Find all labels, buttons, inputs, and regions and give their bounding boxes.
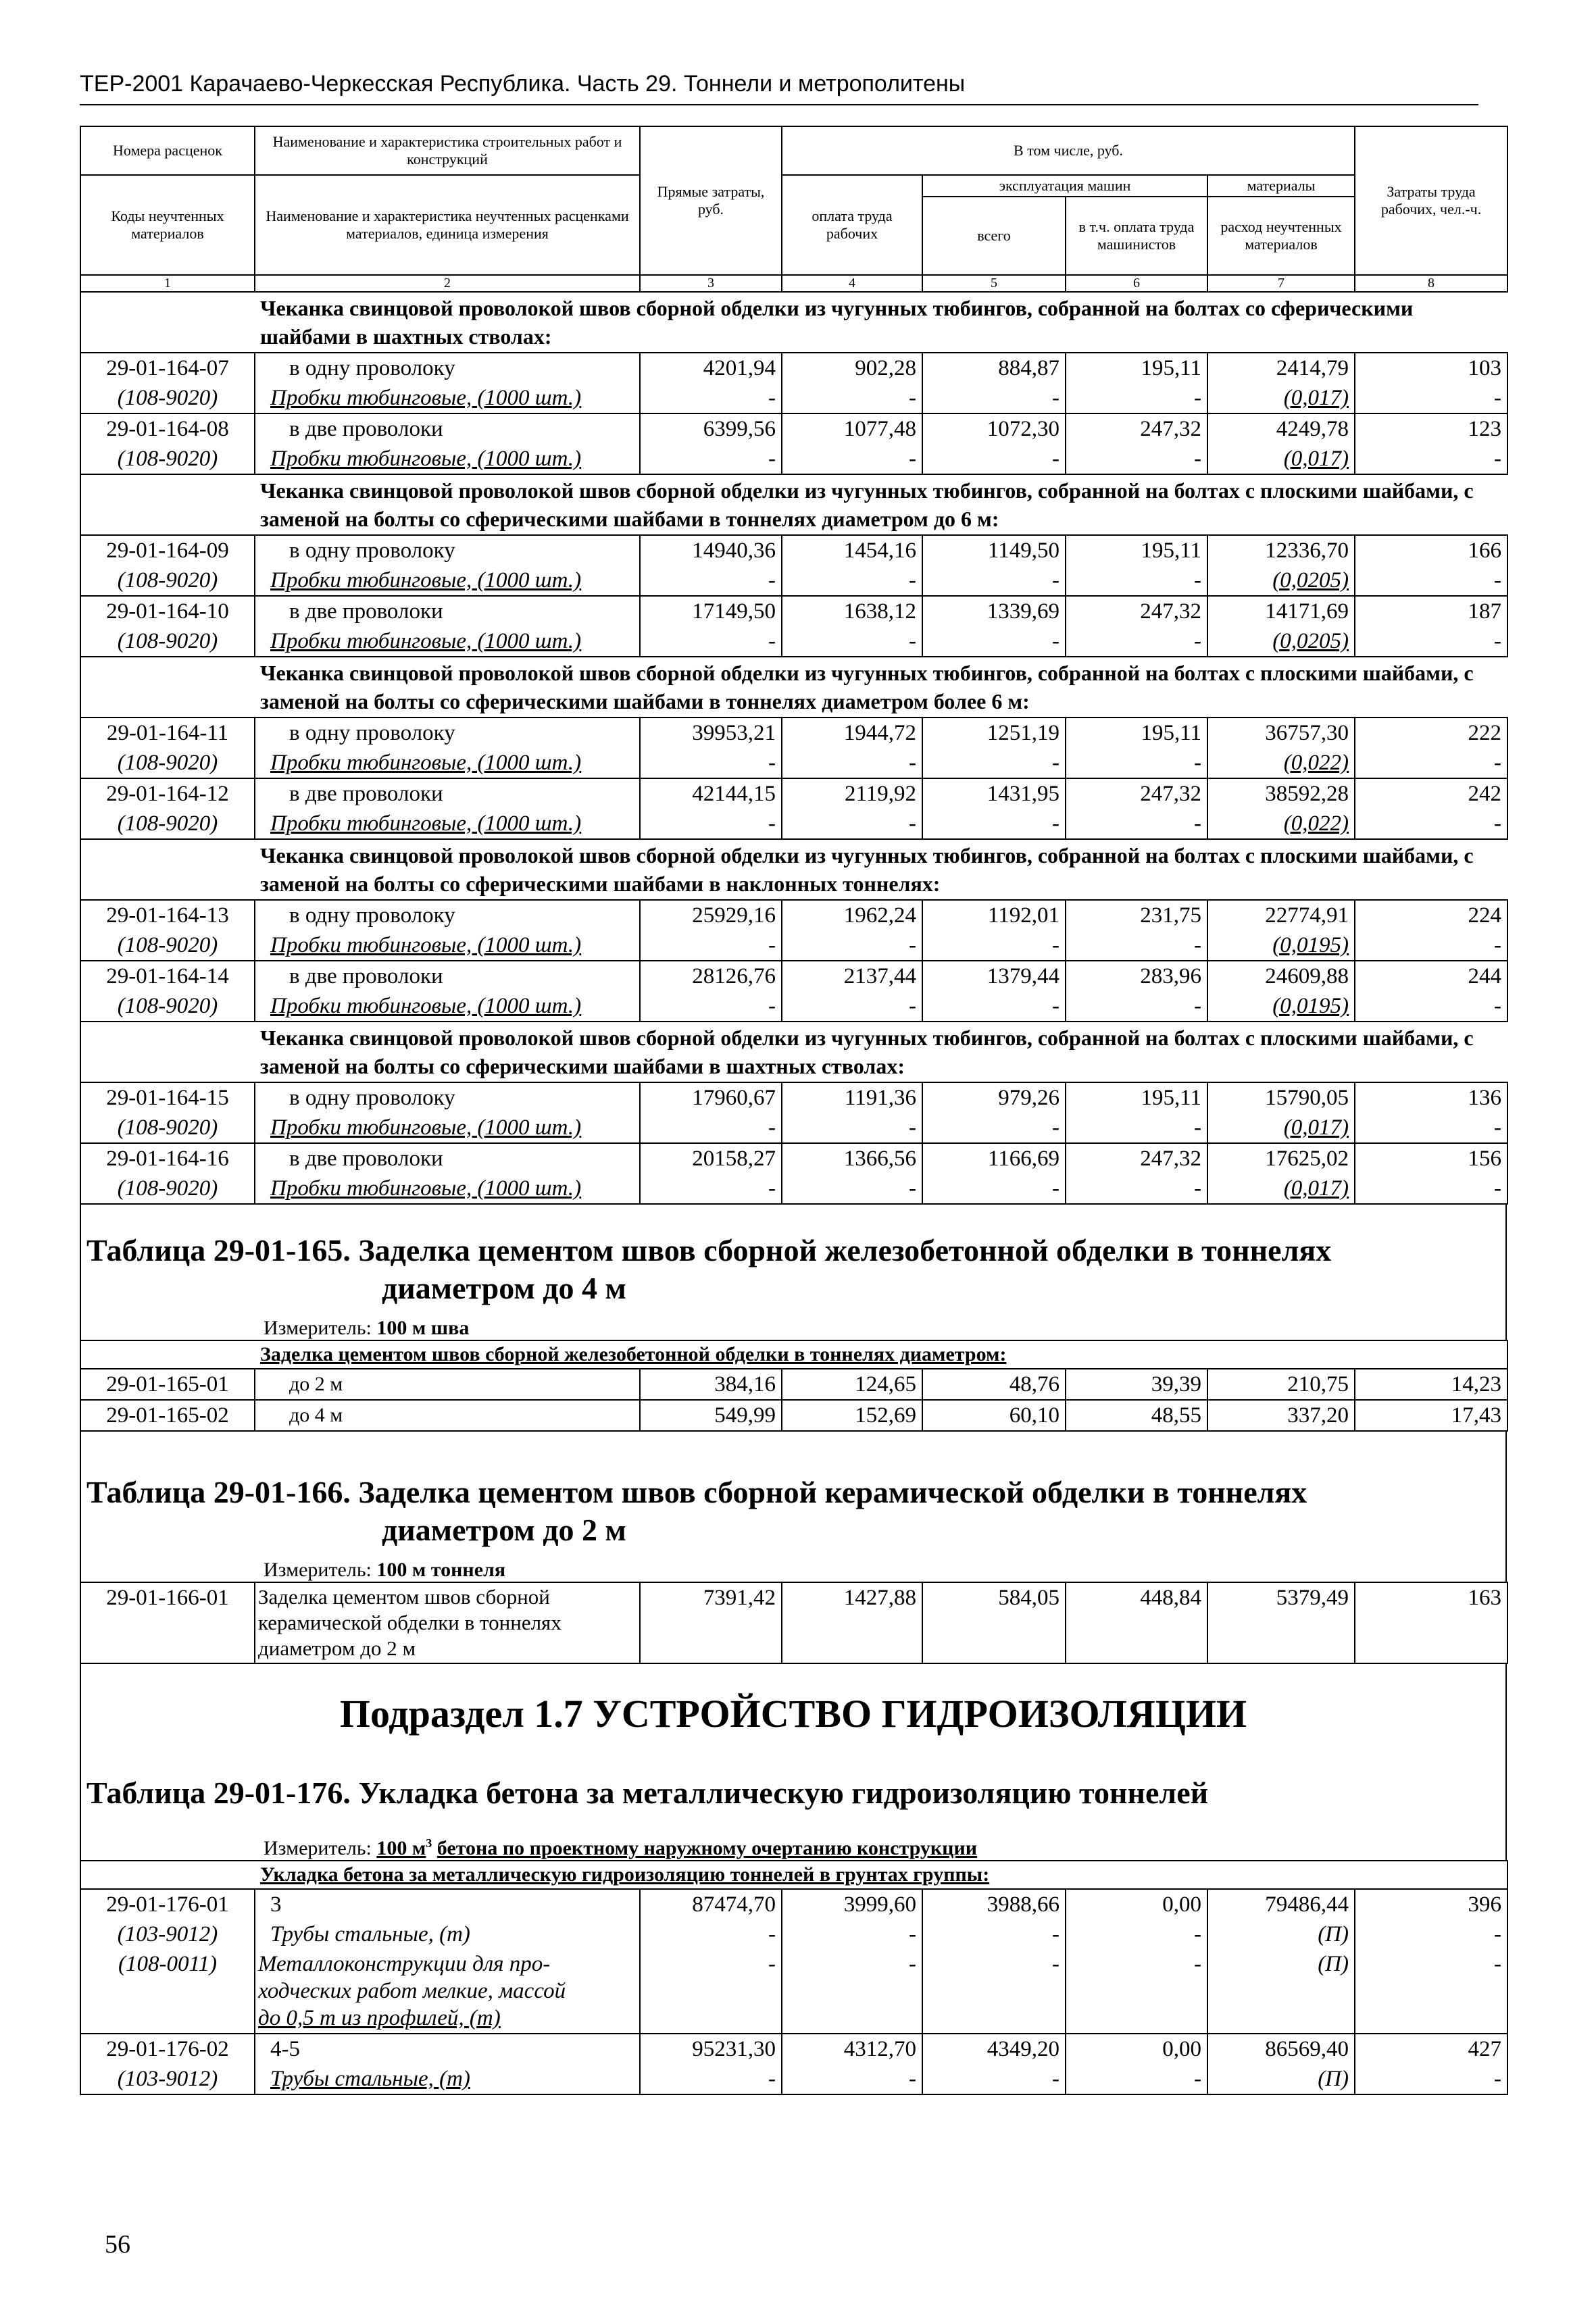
cell: (0,017) (1207, 444, 1355, 474)
cell: 5379,49 (1207, 1582, 1355, 1663)
material-name: Пробки тюбинговые, (1000 шт.) (255, 444, 640, 474)
cell: 7391,42 (640, 1582, 782, 1663)
cell: 1072,30 (922, 413, 1066, 444)
cell: - (782, 991, 922, 1022)
cell: - (1066, 1949, 1207, 2034)
cell: 123 (1355, 413, 1507, 444)
table-165 (80, 1340, 1508, 1432)
cell: - (782, 2064, 922, 2094)
cell: - (782, 930, 922, 961)
group-title: Чеканка свинцовой проволокой швов сборной обделки из чугунных тюбингов, собранной на болтах с плоскими шайбами, с заменой на болты со сферическими шайбами в тоннелях диаметром до 6 м: (255, 474, 1507, 535)
group-title: Чеканка свинцовой проволокой швов сборной обделки из чугунных тюбингов, собранной на болтах с плоскими шайбами, с заменой на болты со сферическими шайбами в тоннелях диаметром более 6 м: (255, 657, 1507, 718)
table-row-name: до 4 м (255, 1400, 640, 1431)
cell: 1339,69 (922, 596, 1066, 626)
cell: 396 (1355, 1889, 1507, 1919)
cell: (П) (1207, 2064, 1355, 2094)
table-row-name: в одну проволоку (255, 535, 640, 565)
group-title: Чеканка свинцовой проволокой швов сборной обделки из чугунных тюбингов, собранной на болтах с плоскими шайбами, с заменой на болты со сферическими шайбами в наклонных тоннелях: (255, 839, 1507, 900)
cell: - (782, 565, 922, 596)
cell: 222 (1355, 718, 1507, 748)
group-title: Чеканка свинцовой проволокой швов сборной обделки из чугунных тюбингов, собранной на болтах со сферическими шайбами в шахтных стволах: (255, 292, 1507, 353)
cell: - (922, 748, 1066, 778)
material-name: Пробки тюбинговые, (1000 шт.) (255, 930, 640, 961)
cell: 337,20 (1207, 1400, 1355, 1431)
cell: 14940,36 (640, 535, 782, 565)
cell: - (640, 991, 782, 1022)
cell: (0,017) (1207, 1113, 1355, 1143)
page (80, 71, 1505, 2095)
col-num: 8 (1355, 275, 1507, 292)
cell: 20158,27 (640, 1143, 782, 1174)
cell: 1454,16 (782, 535, 922, 565)
cell: 86569,40 (1207, 2034, 1355, 2064)
cell: 2119,92 (782, 778, 922, 809)
material-name: Пробки тюбинговые, (1000 шт.) (255, 991, 640, 1022)
cell: - (1066, 991, 1207, 1022)
cell: (0,0195) (1207, 930, 1355, 961)
cell: 427 (1355, 2034, 1507, 2064)
material-name: Пробки тюбинговые, (1000 шт.) (255, 1174, 640, 1204)
cell: - (640, 809, 782, 839)
cell: 12336,70 (1207, 535, 1355, 565)
material-code: (108-9020) (80, 809, 255, 839)
cell: 103 (1355, 353, 1507, 383)
cell: 884,87 (922, 353, 1066, 383)
running-header: ТЕР-2001 Карачаево-Черкесская Республика. Часть 29. Тоннели и метрополитены (80, 71, 1478, 105)
col-header-name: Наименование и характеристика строительных работ и конструкций (255, 126, 640, 175)
cell: 224 (1355, 900, 1507, 930)
table-row-code: 29-01-176-02 (80, 2034, 255, 2064)
cell: 87474,70 (640, 1889, 782, 1919)
cell: 247,32 (1066, 1143, 1207, 1174)
table-row-name: в две проволоки (255, 961, 640, 991)
cell: 902,28 (782, 353, 922, 383)
cell: - (640, 748, 782, 778)
material-code: (108-9020) (80, 748, 255, 778)
cell: 448,84 (1066, 1582, 1207, 1663)
cell: - (1355, 1949, 1507, 2034)
table-row-name: в одну проволоку (255, 718, 640, 748)
cell: - (782, 626, 922, 657)
cell: - (640, 1113, 782, 1143)
cell: - (1066, 565, 1207, 596)
cell: 3988,66 (922, 1889, 1066, 1919)
table-row-code: 29-01-164-16 (80, 1143, 255, 1174)
cell: 48,76 (922, 1369, 1066, 1400)
material-code: (108-9020) (80, 383, 255, 413)
cell: (0,0205) (1207, 565, 1355, 596)
cell: - (640, 444, 782, 474)
cell: 17,43 (1355, 1400, 1507, 1431)
table-165-title: Таблица 29-01-165. Заделка цементом швов сборной железобетонной обделки в тоннелях (86, 1233, 1332, 1267)
material-code: (108-9020) (80, 1174, 255, 1204)
cell: - (922, 1113, 1066, 1143)
cell: 36757,30 (1207, 718, 1355, 748)
cell: - (1066, 383, 1207, 413)
cell: 195,11 (1066, 718, 1207, 748)
table-row-code: 29-01-165-01 (80, 1369, 255, 1400)
table-176-measure: Измеритель: 100 $м^3$ бетона по проектному наружному очертанию конструкции (264, 1836, 978, 1859)
cell: - (640, 1174, 782, 1204)
group-title: Чеканка свинцовой проволокой швов сборной обделки из чугунных тюбингов, собранной на болтах с плоскими шайбами, с заменой на болты со сферическими шайбами в шахтных стволах: (255, 1022, 1507, 1082)
table-176 (80, 1860, 1508, 2095)
table-166-block (80, 1432, 1507, 1582)
cell: - (782, 1919, 922, 1949)
cell: - (782, 383, 922, 413)
col-num: 5 (922, 275, 1066, 292)
cell: - (1355, 809, 1507, 839)
table-row-name: в две проволоки (255, 596, 640, 626)
cell: 79486,44 (1207, 1889, 1355, 1919)
cell: 6399,56 (640, 413, 782, 444)
col-num: 7 (1207, 275, 1355, 292)
cell: 17149,50 (640, 596, 782, 626)
table-165-title-2: диаметром до 4 м (382, 1271, 626, 1305)
material-code: (103-9012) (80, 2064, 255, 2094)
table-row-code: 29-01-164-11 (80, 718, 255, 748)
table-176-title: Таблица 29-01-176. Укладка бетона за металлическую гидроизоляцию тоннелей (86, 1776, 1209, 1810)
cell: 247,32 (1066, 413, 1207, 444)
cell: 17625,02 (1207, 1143, 1355, 1174)
material-name: Пробки тюбинговые, (1000 шт.) (255, 809, 640, 839)
section-title: Подраздел 1.7 УСТРОЙСТВО ГИДРОИЗОЛЯЦИИ (339, 1692, 1247, 1736)
table-165-measure: Измеритель: 100 м шва (264, 1317, 470, 1339)
cell: - (922, 1919, 1066, 1949)
col-header-mat-usage: расход неучтенных материалов (1207, 197, 1355, 275)
cell: 152,69 (782, 1400, 922, 1431)
cell: 1251,19 (922, 718, 1066, 748)
table-row-name: в одну проволоку (255, 900, 640, 930)
cell: - (1066, 1919, 1207, 1949)
cell: 1638,12 (782, 596, 922, 626)
col-header-incl: В том числе, руб. (782, 126, 1355, 175)
material-name: Металлоконструкции для про- ходческих работ мелкие, массой до 0,5 т из профилей, (т) (255, 1949, 640, 2034)
cell: 1379,44 (922, 961, 1066, 991)
cell: - (922, 1174, 1066, 1204)
cell: - (1355, 748, 1507, 778)
cell: - (1066, 748, 1207, 778)
table-row-code: 29-01-164-09 (80, 535, 255, 565)
cell: - (1355, 444, 1507, 474)
table-row-name: в две проволоки (255, 1143, 640, 1174)
cell: 247,32 (1066, 778, 1207, 809)
cell: 1166,69 (922, 1143, 1066, 1174)
cell: 247,32 (1066, 596, 1207, 626)
table-row-code: 29-01-166-01 (80, 1582, 255, 1663)
col-num: 1 (80, 275, 255, 292)
cell: 22774,91 (1207, 900, 1355, 930)
cell: - (640, 2064, 782, 2094)
cell: 187 (1355, 596, 1507, 626)
cell: - (640, 565, 782, 596)
cell: 24609,88 (1207, 961, 1355, 991)
table-176-group: Укладка бетона за металлическую гидроизоляцию тоннелей в грунтах группы: (255, 1861, 1507, 1889)
material-code: (108-9020) (80, 444, 255, 474)
material-code: (108-9020) (80, 991, 255, 1022)
cell: 1962,24 (782, 900, 922, 930)
col-header-mach-wages: в т.ч. оплата труда машинистов (1066, 197, 1207, 275)
cell: - (1355, 1919, 1507, 1949)
cell: - (640, 1919, 782, 1949)
cell: 1944,72 (782, 718, 922, 748)
table-row-name: до 2 м (255, 1369, 640, 1400)
col-header-mach-total: всего (922, 197, 1066, 275)
table-row-code: 29-01-164-07 (80, 353, 255, 383)
col-num: 6 (1066, 275, 1207, 292)
cell: 0,00 (1066, 1889, 1207, 1919)
cell: 38592,28 (1207, 778, 1355, 809)
table-row-code: 29-01-164-08 (80, 413, 255, 444)
cell: 166 (1355, 535, 1507, 565)
cell: 28126,76 (640, 961, 782, 991)
table-row-code: 29-01-164-12 (80, 778, 255, 809)
cell: 242 (1355, 778, 1507, 809)
col-header-materials: материалы (1207, 175, 1355, 197)
cell: (П) (1207, 1949, 1355, 2034)
cell: 210,75 (1207, 1369, 1355, 1400)
material-code: (108-9020) (80, 626, 255, 657)
cell: 283,96 (1066, 961, 1207, 991)
cell: 979,26 (922, 1082, 1066, 1113)
col-header-codes: Номера расценок (80, 126, 255, 175)
col-header-labor: Затраты труда рабочих, чел.-ч. (1355, 126, 1507, 275)
cell: - (1355, 626, 1507, 657)
table-165-block (80, 1232, 1507, 1340)
table-row-code: 29-01-164-14 (80, 961, 255, 991)
cell: 1431,95 (922, 778, 1066, 809)
cell: 42144,15 (640, 778, 782, 809)
table-row-code: 29-01-164-10 (80, 596, 255, 626)
cell: (П) (1207, 1919, 1355, 1949)
material-code: (108-9020) (80, 565, 255, 596)
cell: 14171,69 (1207, 596, 1355, 626)
table-166 (80, 1582, 1508, 1664)
cell: - (782, 748, 922, 778)
cell: 39,39 (1066, 1369, 1207, 1400)
material-name: Пробки тюбинговые, (1000 шт.) (255, 748, 640, 778)
cell: (0,022) (1207, 748, 1355, 778)
cell: - (640, 1949, 782, 2034)
col-num: 3 (640, 275, 782, 292)
table-row-name: в две проволоки (255, 413, 640, 444)
cell: - (1355, 565, 1507, 596)
cell: 244 (1355, 961, 1507, 991)
table-166-title-2: диаметром до 2 м (382, 1513, 626, 1547)
cell: 15790,05 (1207, 1082, 1355, 1113)
cell: - (1066, 2064, 1207, 2094)
material-name: Пробки тюбинговые, (1000 шт.) (255, 383, 640, 413)
cell: (0,022) (1207, 809, 1355, 839)
material-name: Трубы стальные, (т) (255, 2064, 640, 2094)
cell: - (1355, 1174, 1507, 1204)
cell: - (922, 2064, 1066, 2094)
cell: 195,11 (1066, 1082, 1207, 1113)
cell: - (922, 444, 1066, 474)
cell: - (1355, 383, 1507, 413)
material-name: Пробки тюбинговые, (1000 шт.) (255, 626, 640, 657)
cell: 4201,94 (640, 353, 782, 383)
col-num: 4 (782, 275, 922, 292)
cell: - (782, 1949, 922, 2034)
cell: - (922, 626, 1066, 657)
cell: 1149,50 (922, 535, 1066, 565)
material-code: (103-9012) (80, 1919, 255, 1949)
cell: - (782, 1174, 922, 1204)
cell: 1366,56 (782, 1143, 922, 1174)
col-header-wages: оплата труда рабочих (782, 175, 922, 275)
cell: (0,0205) (1207, 626, 1355, 657)
table-row-name: в одну проволоку (255, 353, 640, 383)
cell: 4349,20 (922, 2034, 1066, 2064)
cell: - (1066, 930, 1207, 961)
col-header-mat-name: Наименование и характеристика неучтенных расценками материалов, единица измерения (255, 175, 640, 275)
cell: (0,0195) (1207, 991, 1355, 1022)
table-row-code: 29-01-164-15 (80, 1082, 255, 1113)
material-code: (108-9020) (80, 1113, 255, 1143)
material-name: Трубы стальные, (т) (255, 1919, 640, 1949)
cell: 3999,60 (782, 1889, 922, 1919)
cell: 2414,79 (1207, 353, 1355, 383)
cell: 14,23 (1355, 1369, 1507, 1400)
table-166-measure: Измеритель: 100 м тоннеля (264, 1559, 506, 1581)
cell: 163 (1355, 1582, 1507, 1663)
cell: 156 (1355, 1143, 1507, 1174)
cell: 124,65 (782, 1369, 922, 1400)
material-name: Пробки тюбинговые, (1000 шт.) (255, 1113, 640, 1143)
cell: - (922, 565, 1066, 596)
cell: 17960,67 (640, 1082, 782, 1113)
cell: 1427,88 (782, 1582, 922, 1663)
cell: (0,017) (1207, 1174, 1355, 1204)
cell: 60,10 (922, 1400, 1066, 1431)
cell: 4249,78 (1207, 413, 1355, 444)
col-num: 2 (255, 275, 640, 292)
cell: 48,55 (1066, 1400, 1207, 1431)
main-table (80, 126, 1508, 1205)
material-name: Пробки тюбинговые, (1000 шт.) (255, 565, 640, 596)
cell: - (1355, 1113, 1507, 1143)
cell: - (922, 930, 1066, 961)
cell: - (1066, 809, 1207, 839)
table-row-name: 3 (255, 1889, 640, 1919)
main-table-body (80, 292, 1507, 1204)
cell: (0,017) (1207, 383, 1355, 413)
cell: 549,99 (640, 1400, 782, 1431)
table-row-name: в две проволоки (255, 778, 640, 809)
cell: 0,00 (1066, 2034, 1207, 2064)
cell: - (782, 444, 922, 474)
table-row-code: 29-01-176-01 (80, 1889, 255, 1919)
cell: - (640, 383, 782, 413)
cell: 1192,01 (922, 900, 1066, 930)
cell: - (1355, 2064, 1507, 2094)
cell: 39953,21 (640, 718, 782, 748)
cell: - (922, 1949, 1066, 2034)
cell: - (922, 383, 1066, 413)
cell: - (1066, 626, 1207, 657)
cell: - (922, 991, 1066, 1022)
table-row-code: 29-01-165-02 (80, 1400, 255, 1431)
cell: - (1066, 1174, 1207, 1204)
cell: 231,75 (1066, 900, 1207, 930)
cell: 195,11 (1066, 535, 1207, 565)
table-165-group: Заделка цементом швов сборной железобетонной обделки в тоннелях диаметром: (255, 1340, 1507, 1369)
cell: 1077,48 (782, 413, 922, 444)
cell: - (1355, 930, 1507, 961)
col-header-direct: Прямые затраты, руб. (640, 126, 782, 275)
section-block (80, 1664, 1507, 1860)
material-code: (108-9020) (80, 930, 255, 961)
table-166-title: Таблица 29-01-166. Заделка цементом швов сборной керамической обделки в тоннелях (86, 1475, 1307, 1509)
cell: 95231,30 (640, 2034, 782, 2064)
cell: - (782, 809, 922, 839)
cell: 1191,36 (782, 1082, 922, 1113)
cell: 2137,44 (782, 961, 922, 991)
cell: 384,16 (640, 1369, 782, 1400)
col-header-mat-codes: Коды неучтенных материалов (80, 175, 255, 275)
cell: - (1066, 444, 1207, 474)
cell: - (1355, 991, 1507, 1022)
cell: 136 (1355, 1082, 1507, 1113)
cell: - (640, 626, 782, 657)
cell: - (922, 809, 1066, 839)
table-row-code: 29-01-164-13 (80, 900, 255, 930)
table-row-name: Заделка цементом швов сборной керамической обделки в тоннелях диаметром до 2 м (255, 1582, 640, 1663)
cell: 584,05 (922, 1582, 1066, 1663)
cell: 4312,70 (782, 2034, 922, 2064)
cell: 195,11 (1066, 353, 1207, 383)
col-header-machines: эксплуатация машин (922, 175, 1207, 197)
cell: - (640, 930, 782, 961)
cell: - (1066, 1113, 1207, 1143)
material-code: (108-0011) (80, 1949, 255, 2034)
cell: - (782, 1113, 922, 1143)
table-row-name: в одну проволоку (255, 1082, 640, 1113)
page-number: 56 (105, 2230, 130, 2259)
cell: 25929,16 (640, 900, 782, 930)
table-row-name: 4-5 (255, 2034, 640, 2064)
